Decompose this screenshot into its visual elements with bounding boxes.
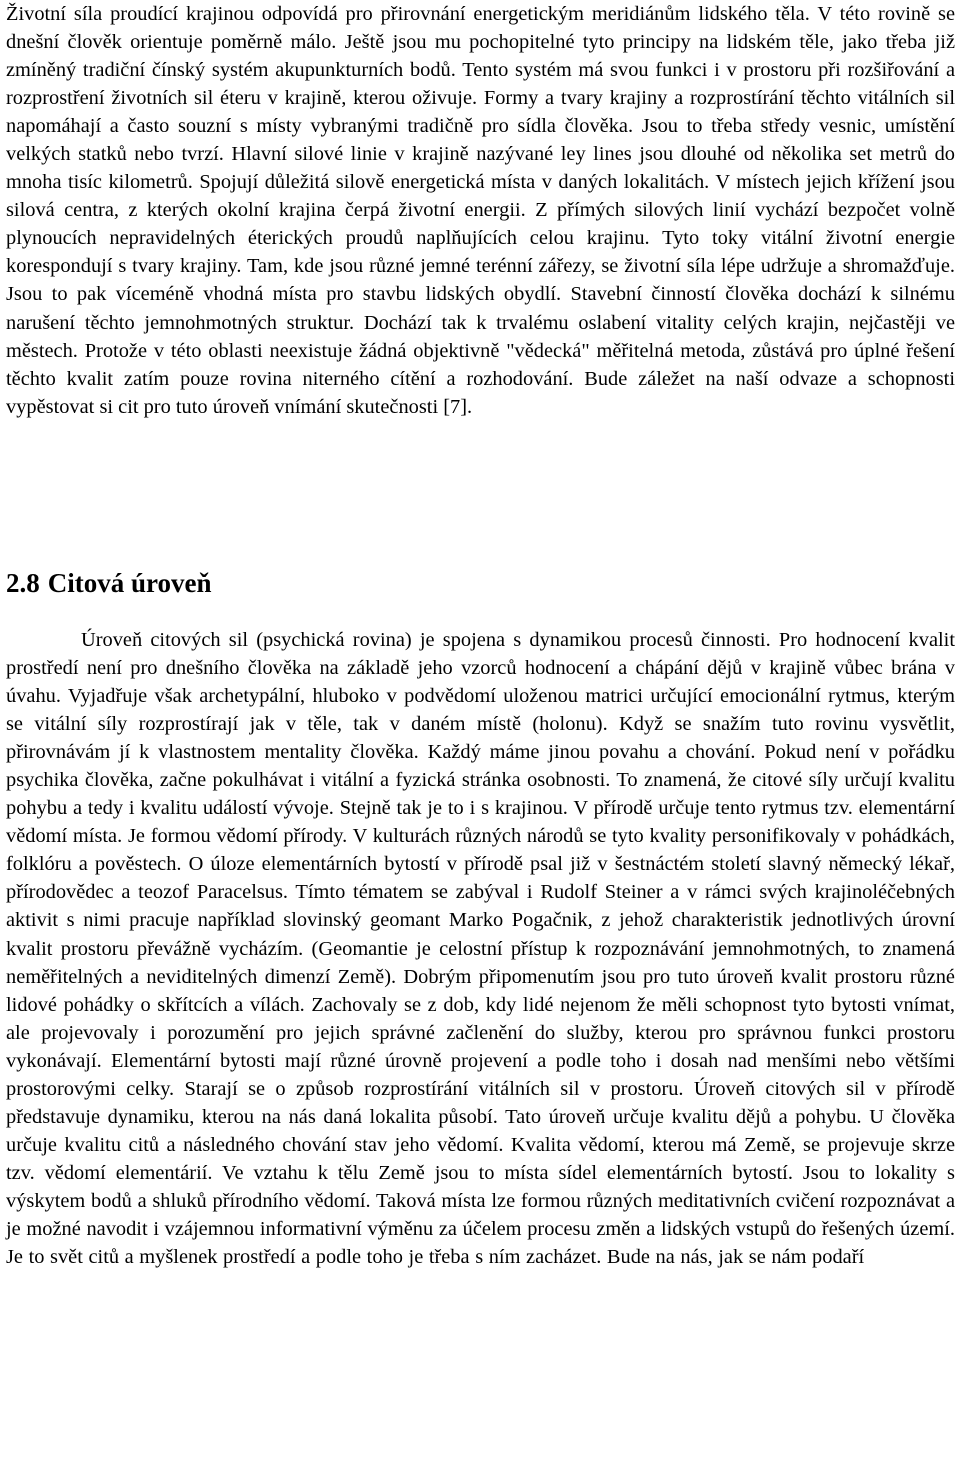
section-title: Citová úroveň — [47, 568, 212, 598]
section-heading — [6, 565, 212, 601]
section-number: 2.8 — [6, 568, 40, 598]
body-paragraph-emotional-level: Úroveň citových sil (psychická rovina) je spojena s dynamikou procesů činnosti. Pro hodnocení kvalit prostředí není pro dnešního člověka na základě jeho vzorců hodnocení a chápání dějů v krajině vůbec brána v úvahu. Vyjadřuje však archetypální, hluboko v podvědomí uloženou matrici určující emocionální rytmus, kterým se vitální síly rozprostírají jak v těle, tak v daném místě (holonu). Když se snažím tuto rovinu vysvětlit, přirovnávám jí k vlastnostem mentality člověka. Každý máme jinou povahu a chování. Pokud není v pořádku psychika člověka, začne pokulhávat i vitální a fyzická stránka osobnosti. To znamená, že citové síly určují kvalitu pohybu a tedy i kvalitu událostí vývoje. Stejně tak je to i s krajinou. V přírodě určuje tento rytmus tzv. elementární vědomí místa. Je formou vědomí přírody. V kulturách různých národů se tyto kvality personifikovaly v pohádkách, folklóru a pověstech. O úloze elementárních bytostí v přírodě psal již v šestnáctém století slavný německý lékař, přírodovědec a teozof Paracelsus. Tímto tématem se zabýval i Rudolf Steiner a v rámci svých krajinoléčebných aktivit s nimi pracuje například slovinský geomant Marko Pogačnik, z jehož charakteristik jednotlivých úrovní kvalit prostoru převážně vycházím. (Geomantie je celostní přístup k rozpoznávání jemnohmotných, to znamená neměřitelných a neviditelných dimenzí Země). Dobrým připomenutím jsou pro tuto úroveň kvalit prostoru různé lidové pohádky o skřítcích a vílách. Zachovaly se z dob, kdy lidé nejenom že měli schopnost tyto bytosti vnímat, ale projevovaly i porozumění pro jejich správné začlenění do služby, kterou pro správnou funkci prostoru vykonávají. Elementární bytosti mají různé úrovně projevení a podle toho i dosah nad menšími nebo většími prostorovými celky. Starají se o způsob rozprostírání vitálních sil v prostoru. Úroveň citových sil v přírodě představuje dynamiku, kterou na nás daná lokalita působí. Tato úroveň určuje kvalitu dějů a pohybu. U člověka určuje kvalitu citů a následného chování stav jeho vědomí. Kvalita vědomí, kterou má Země, se projevuje skrze tzv. vědomí elementárií. Ve vztahu k tělu Země jsou to místa sídel elementárních bytostí. Jsou to lokality s výskytem bodů a shluků přírodního vědomí. Taková místa lze formou různých meditativních cvičení rozpoznávat a je možné navodit i vzájemnou informativní výměnu za účelem procesu změn a lidských vstupů do řešených území. Je to svět citů a myšlenek prostředí a podle toho je třeba s ním zacházet. Bude na nás, jak se nám podaří — [6, 629, 955, 1269]
body-paragraph-life-force: Životní síla proudící krajinou odpovídá pro přirovnání energetickým meridiánům lidského těla. V této rovině se dnešní člověk orientuje poměrně málo. Ještě jsou mu pochopitelné tyto principy na lidském těle, jako třeba již zmíněný tradiční čínský systém akupunkturních bodů. Tento systém má svou funkci i v prostoru při rozšiřování a rozprostření životních sil éteru v krajině, kterou oživuje. Formy a tvary krajiny a rozprostírání těchto vitálních sil napomáhají a často souzní s místy vybranými tradičně pro sídla člověka. Jsou to třeba středy vesnic, umístění velkých statků nebo tvrzí. Hlavní silové linie v krajině nazývané ley lines jsou dlouhé od několika set metrů do mnoha tisíc kilometrů. Spojují důležitá silově energetická místa v daných lokalitách. V místech jejich křížení jsou silová centra, z kterých okolní krajina čerpá životní energii. Z přímých silových linií vychází bezpočet volně plynoucích nepravidelných éterických proudů naplňujících celou krajinu. Tyto toky vitální životní energie korespondují s tvary krajiny. Tam, kde jsou různé jemné terénní zářezy, se životní síla lépe udržuje a shromažďuje. Jsou to pak víceméně vhodná místa pro stavbu lidských obydlí. Stavební činností člověka dochází k silnému narušení těchto jemnohmotných struktur. Dochází tak k trvalému oslabení vitality celých krajin, nejčastěji ve městech. Protože v této oblasti neexistuje žádná objektivně "vědecká" měřitelná metoda, zůstává pro úplné řešení těchto kvalit zatím pouze rovina niterného cítění a rozhodování. Bude záležet na naší odvaze a schopnosti vypěstovat si cit pro tuto úroveň vnímání skutečnosti [7]. — [6, 3, 955, 418]
